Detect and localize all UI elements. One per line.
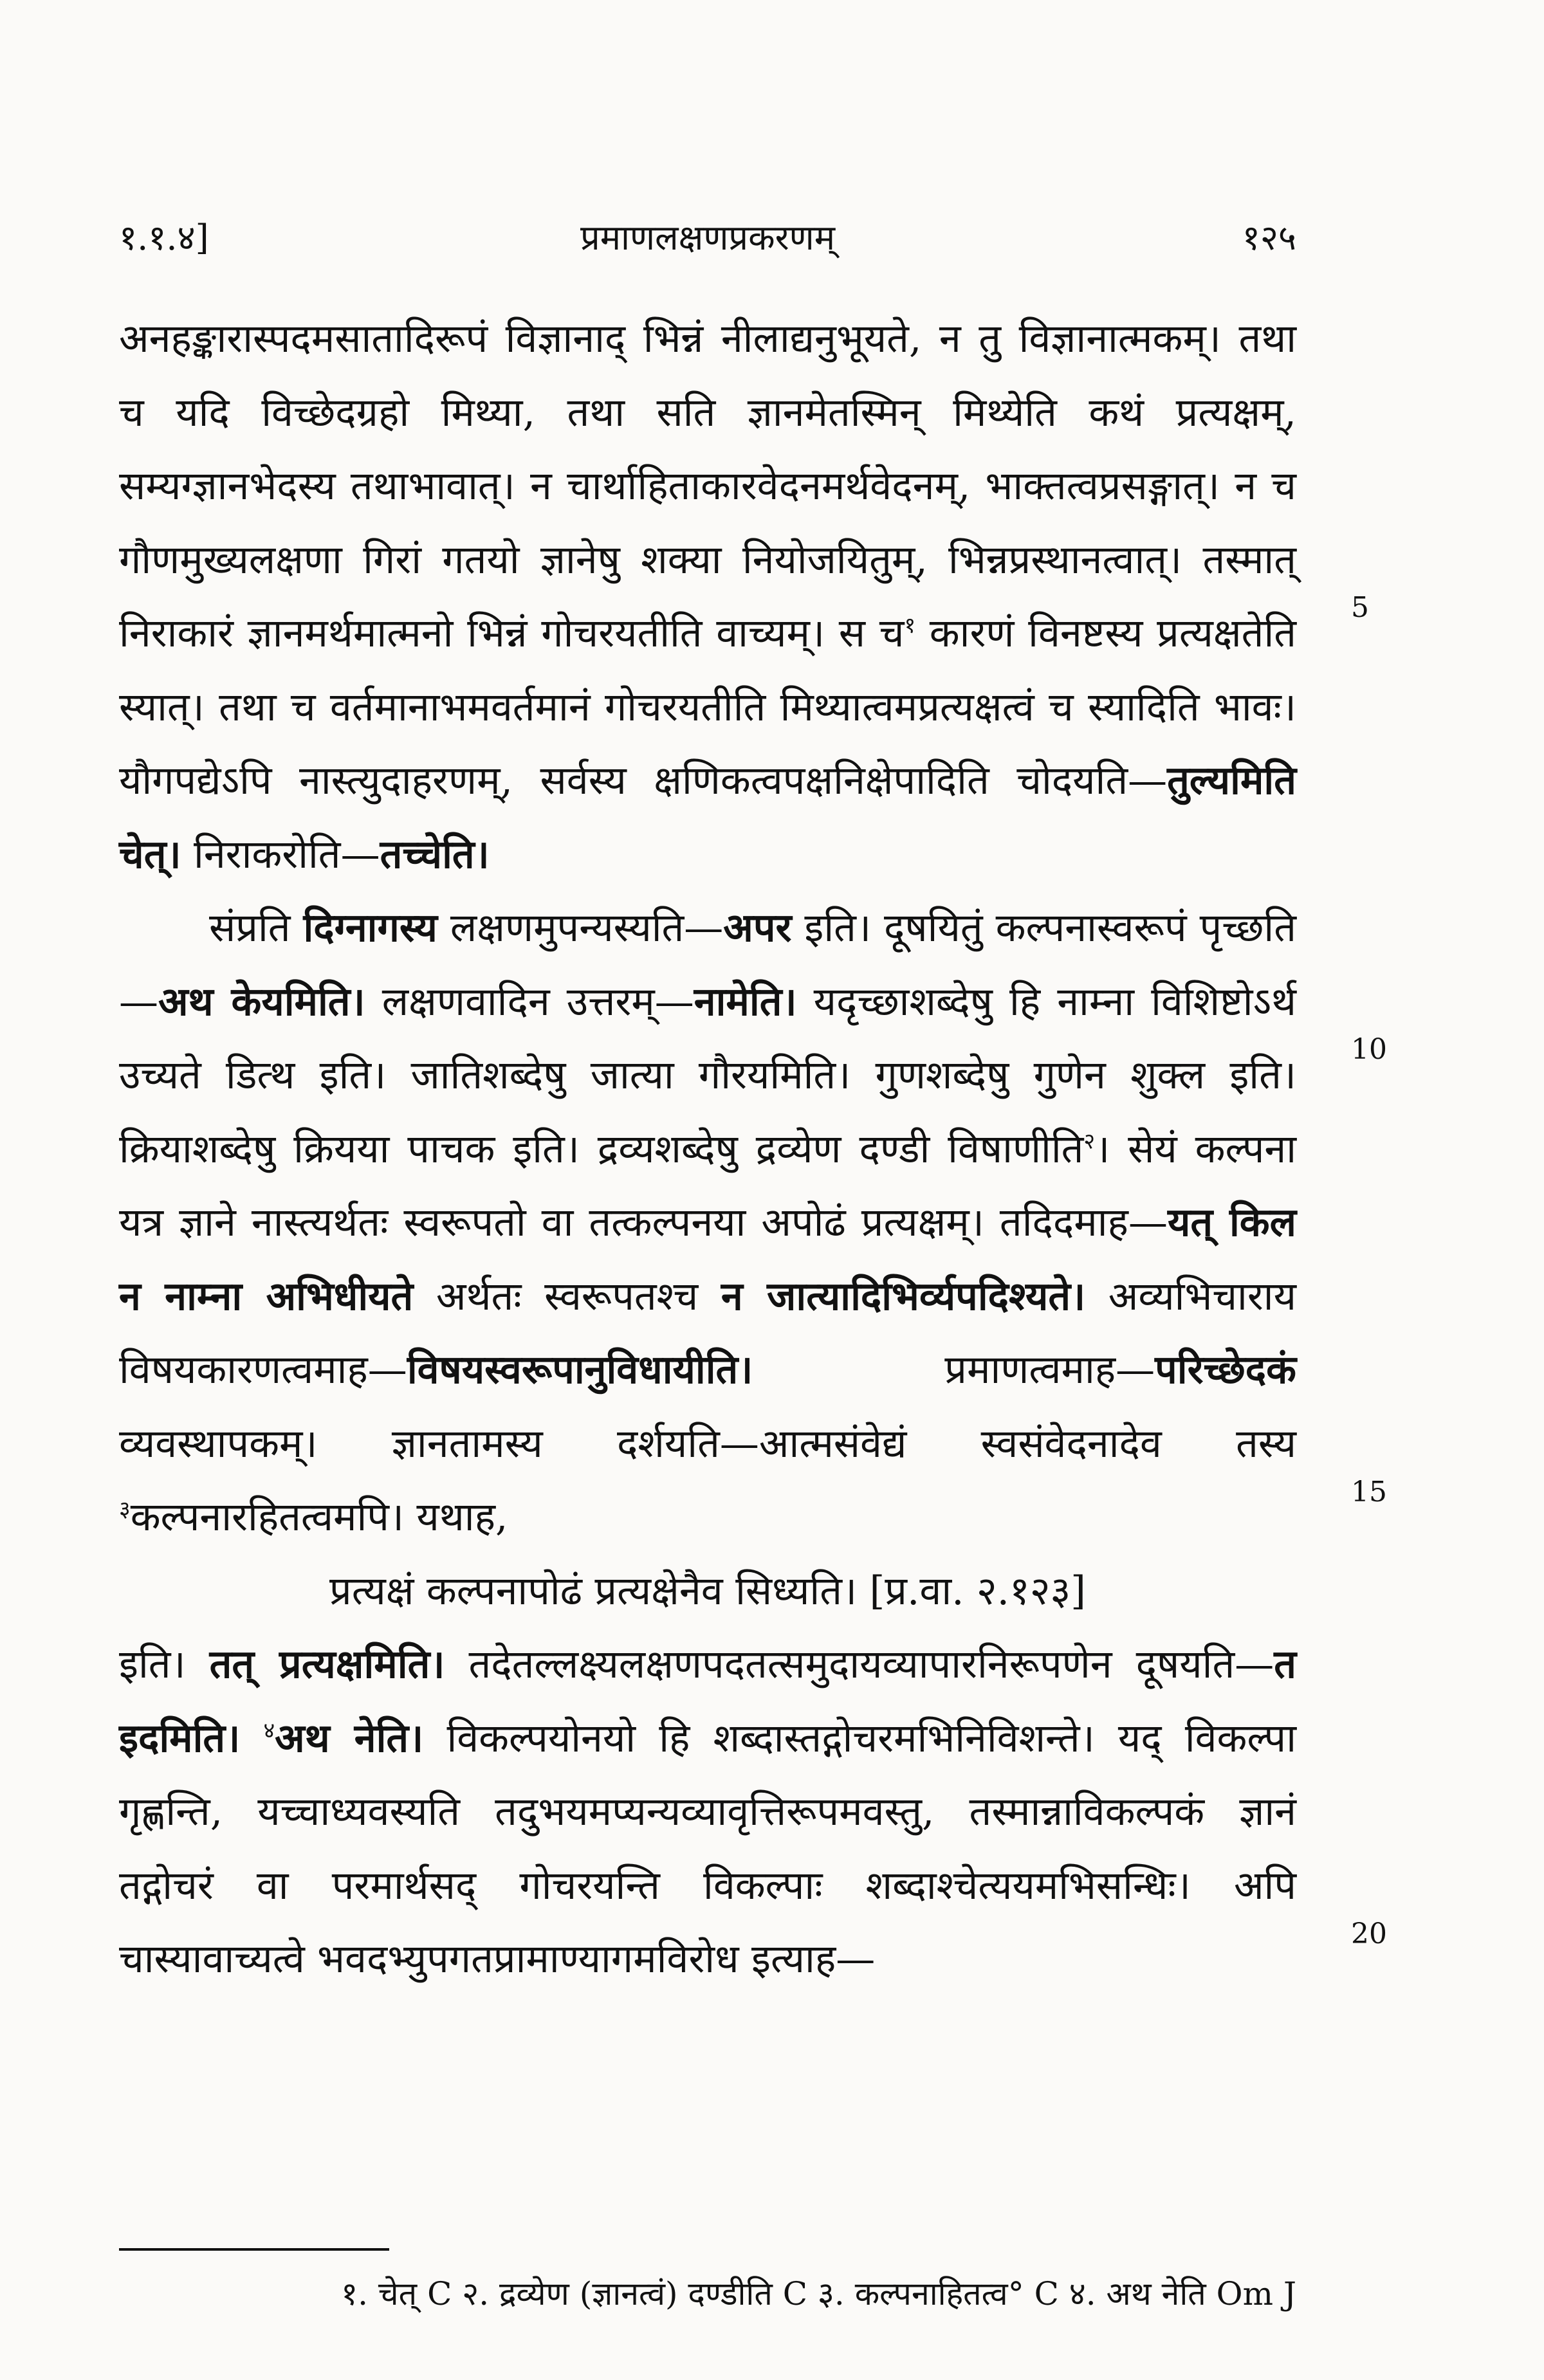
line-number-15: 15 <box>1351 1476 1387 1508</box>
verse-quotation: प्रत्यक्षं कल्पनापोढं प्रत्यक्षेनैव सिध्यति। [प्र.वा. २.१२३] <box>329 1568 1086 1614</box>
footnote-rule <box>119 2248 389 2251</box>
line-number-20: 20 <box>1351 1918 1387 1950</box>
page-number: १२५ <box>1242 217 1296 258</box>
footnotes: १. चेत् C २. द्रव्येण (ज्ञानत्वं) दण्डीति C ३. कल्पनाहितत्व° C ४. अथ नेति Om J <box>341 2275 1296 2312</box>
footnote-ref-1: १ <box>904 612 916 639</box>
footnote-ref-2: २ <box>1083 1128 1096 1155</box>
line-number-10: 10 <box>1351 1033 1387 1066</box>
paragraph-1: अनहङ्कारास्पदमसातादिरूपं विज्ञानाद् भिन्नं नीलाद्यनुभूयते, न तु विज्ञानात्मकम्। तथा च यदि विच्छेदग्रहो मिथ्या, तथा सति ज्ञानमेतस्मिन् मिथ्येति कथं प्रत्यक्षम्, सम्यग्ज्ञानभेदस्य तथाभावात्। न चार्थाहिताकारवेदनमर्थवेदनम्, भाक्तत्वप्रसङ्गात्। न च गौणमुख्यलक्षणा गिरां गतयो ज्ञानेषु शक्या नियोजयितुम्, भिन्नप्रस्थानत्वात्। तस्मात् निराकारं ज्ञानमर्थमात्मनो भिन्नं गोचरयतीति वाच्यम्। स च$^१$ कारणं विनष्टस्य प्रत्यक्षतेति स्यात्। तथा च वर्तमानाभमवर्तमानं गोचरयतीति मिथ्यात्वमप्रत्यक्षत्वं च स्यादिति भावः। यौगपद्येऽपि नास्त्युदाहरणम्, सर्वस्य क्षणिकत्वपक्षनिक्षेपादिति चोदयति—तुल्यमिति चेत्। निराकरोति—तच्चेति। <box>119 316 1297 877</box>
section-number: १.१.४] <box>119 217 209 258</box>
chapter-title: प्रमाणलक्षणप्रकरणम् <box>580 217 836 258</box>
commentary-text <box>119 302 1296 1997</box>
paragraph-3: इति। तत् प्रत्यक्षमिति। तदेतल्लक्ष्यलक्षणपदतत्समुदायव्यापारनिरूपणेन दूषयति—त इदमिति। $^४$अथ नेति। विकल्पयोनयो हि शब्दास्तद्गोचरमभिनिविशन्ते। यद् विकल्पा गृह्णन्ति, यच्चाध्यवस्यति तदुभयमप्यन्यव्यावृत्तिरूपमवस्तु, तस्मान्नाविकल्पकं ज्ञानं तद्गोचरं वा परमार्थसद् गोचरयन्ति विकल्पाः शब्दाश्चेत्ययमभिसन्धिः। अपि चास्यावाच्यत्वे भवदभ्युपगतप्रामाण्यागमविरोध इत्याह— <box>119 1642 1297 1982</box>
paragraph-2: संप्रति दिग्नागस्य लक्षणमुपन्यस्यति—अपर इति। दूषयितुं कल्पनास्वरूपं पृच्छति—अथ केयमिति। लक्षणवादिन उत्तरम्—नामेति। यदृच्छाशब्देषु हि नाम्ना विशिष्टोऽर्थ उच्यते डित्थ इति। जातिशब्देषु जात्या गौरयमिति। गुणशब्देषु गुणेन शुक्ल इति। क्रियाशब्देषु क्रियया पाचक इति। द्रव्यशब्देषु द्रव्येण दण्डी विषाणीति$^२$। सेयं कल्पना यत्र ज्ञाने नास्त्यर्थतः स्वरूपतो वा तत्कल्पनया अपोढं प्रत्यक्षम्। तदिदमाह—यत् किल न नाम्ना अभिधीयते अर्थतः स्वरूपतश्च न जात्यादिभिर्व्यपदिश्यते। अव्यभिचाराय विषयकारणत्वमाह—विषयस्वरूपानुविधायीति। प्रमाणत्वमाह—परिच्छेदकं व्यवस्थापकम्। ज्ञानतामस्य दर्शयति—आत्मसंवेद्यं स्वसंवेदनादेव तस्य $^३$कल्पनारहितत्वमपि। यथाह, <box>119 905 1296 1540</box>
footnote-ref-3: ३ <box>119 1496 131 1523</box>
running-header <box>119 212 1296 264</box>
footnote-ref-4: ४ <box>263 1717 275 1744</box>
line-number-5: 5 <box>1351 591 1369 624</box>
